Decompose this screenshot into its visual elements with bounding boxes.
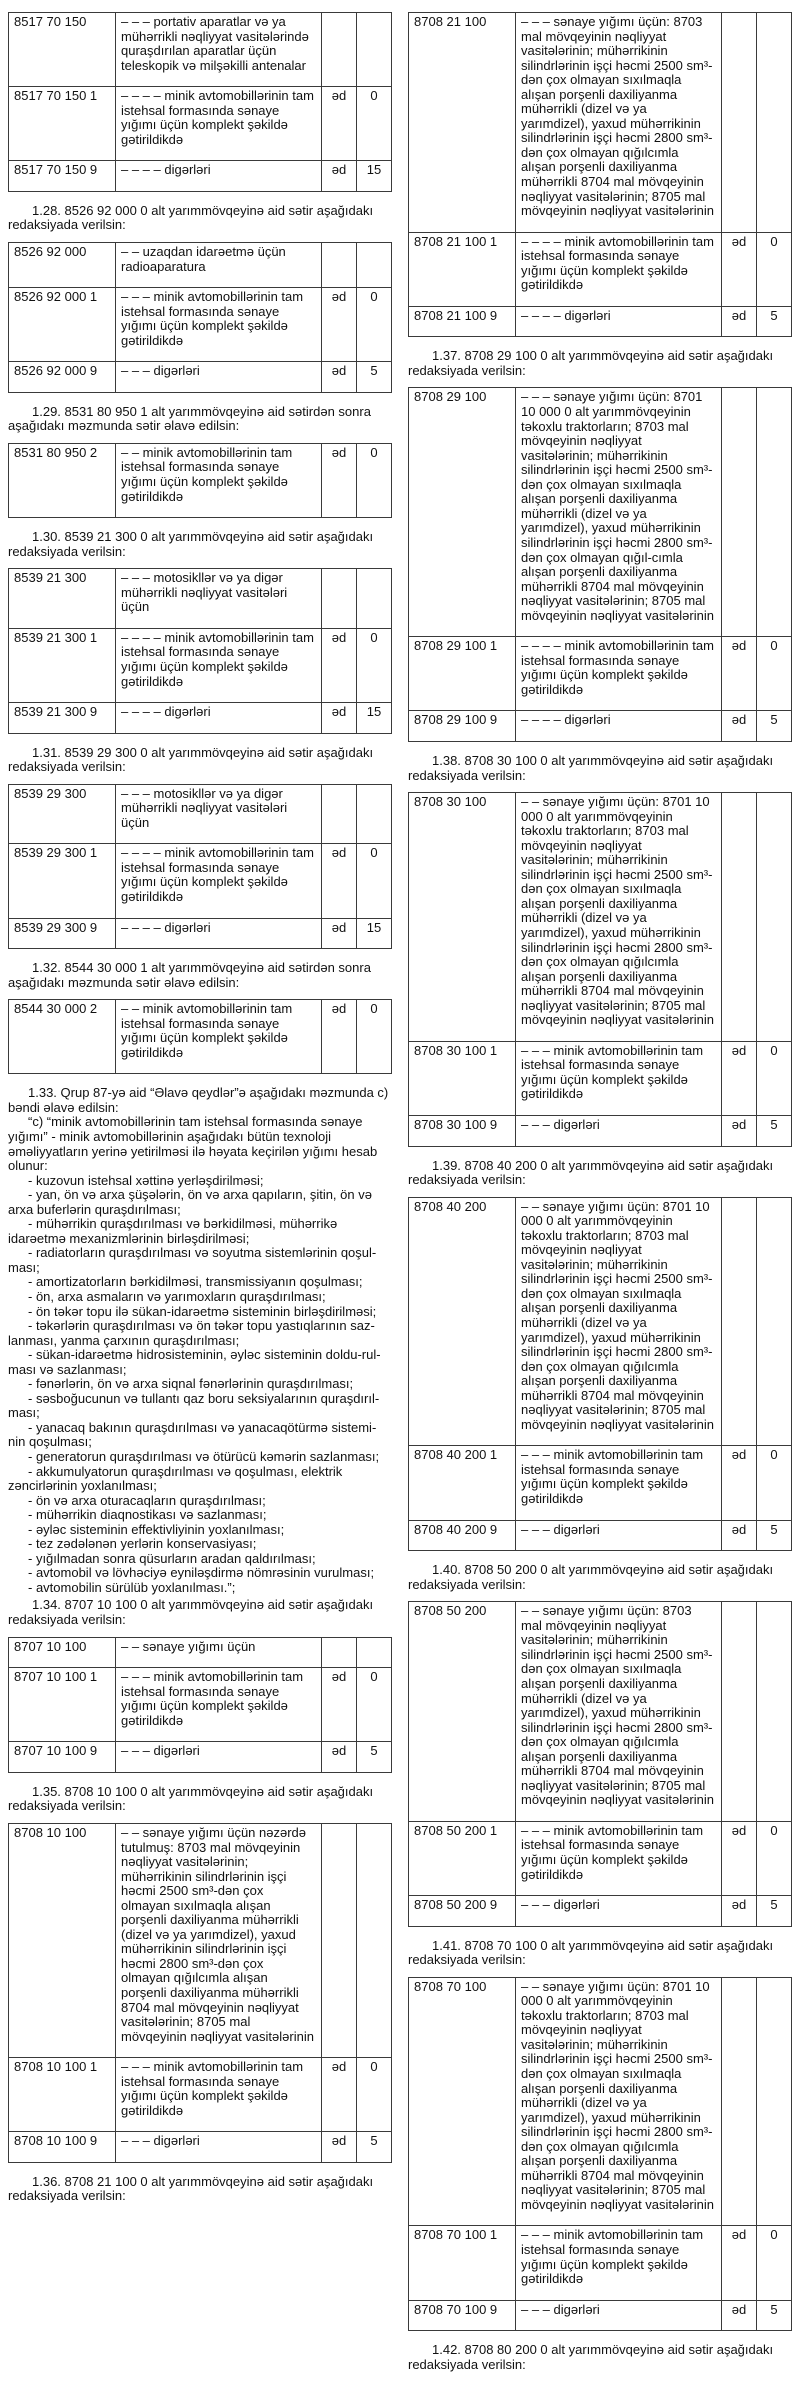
list-item: - mühərrikin quraşdırılması və bərkidilməsi, mühərrikə idarəetmə mexanizmlərinin birləşdirilməsi; bbox=[8, 1216, 338, 1246]
cell-rate bbox=[757, 1602, 792, 1822]
cell-unit: əd bbox=[322, 288, 357, 362]
cell-rate: 0 bbox=[357, 443, 392, 517]
list-item: - sükan-idarəetmə hidrosisteminin, əyləc sisteminin doldu-rul-ması və sazlanması; bbox=[8, 1347, 381, 1377]
cell-desc: – – – minik avtomobillərinin tam istehsal formasında sənaye yığımı üçün komplekt şəkildə gətirildikdə bbox=[116, 288, 322, 362]
table-row bbox=[9, 1668, 392, 1742]
cell-unit: əd bbox=[722, 2300, 757, 2331]
cell-code: 8708 50 200 9 bbox=[409, 1896, 516, 1927]
cell-desc: – – – digərləri bbox=[116, 1742, 322, 1773]
table-row bbox=[409, 306, 792, 337]
list-item: - səsboğucunun və tullantı qaz boru seksiyalarının quraşdırıl-ması; bbox=[8, 1390, 380, 1421]
cell-rate bbox=[357, 243, 392, 288]
cell-rate: 5 bbox=[757, 711, 792, 742]
cell-code: 8544 30 000 2 bbox=[9, 1000, 116, 1074]
cell-rate: 5 bbox=[757, 2300, 792, 2331]
cell-rate: 5 bbox=[757, 1520, 792, 1551]
cell-desc: – – – sənaye yığımı üçün: 8701 10 000 0 alt yarımmövqeyinin təkoxlu traktorların; 8703 mal mövqeyinin nəqliyyat vasitələrinin; mühərrikinin silindrlərinin işçi həcmi 2500 sm³-dən çox olmayan sıxılmaqla alışan porşenli daxiliyanma mühərrikli (dizel və ya yarımdizel), yaxud mühərrikinin silindrlərinin işçi həcmi 2800 sm³-dən çox olmayan qığıl-cımla alışan porşenli daxiliyanma mühərrikli 8704 mal mövqeyinin nəqliyyat vasitələrinin; 8705 mal mövqeyinin nəqliyyat vasitələrinin bbox=[516, 388, 722, 637]
cell-unit: əd bbox=[322, 1668, 357, 1742]
table-row bbox=[9, 2132, 392, 2163]
cell-code: 8517 70 150 9 bbox=[9, 161, 116, 192]
cell-unit: əd bbox=[722, 1520, 757, 1551]
cell-unit bbox=[722, 388, 757, 637]
cell-unit: əd bbox=[722, 232, 757, 306]
cell-rate: 5 bbox=[357, 2132, 392, 2163]
cell-code: 8539 29 300 9 bbox=[9, 918, 116, 949]
cell-rate: 0 bbox=[357, 844, 392, 918]
cell-code: 8708 40 200 9 bbox=[409, 1520, 516, 1551]
cell-rate: 5 bbox=[757, 1116, 792, 1147]
cell-code: 8708 21 100 1 bbox=[409, 232, 516, 306]
list-item: - yan, ön və arxa şüşələrin, ön və arxa qapıların, şitin, ön və arxa buferlərin quraşdırılması; bbox=[8, 1187, 372, 1217]
table-row bbox=[9, 569, 392, 629]
cell-desc: – – – – minik avtomobillərinin tam istehsal formasında sənaye yığımı üçün komplekt şəkildə gətirildikdə bbox=[116, 87, 322, 161]
cell-code: 8708 30 100 9 bbox=[409, 1116, 516, 1147]
cell-code: 8708 10 100 1 bbox=[9, 2058, 116, 2132]
list-item: - amortizatorların bərkidilməsi, transmissiyanın qoşulması; bbox=[28, 1274, 363, 1290]
table-row bbox=[9, 784, 392, 844]
cell-unit bbox=[722, 1197, 757, 1446]
table-row bbox=[9, 1637, 392, 1668]
tariff-table bbox=[8, 12, 392, 192]
cell-desc: – – – digərləri bbox=[516, 1116, 722, 1147]
cell-rate: 0 bbox=[757, 232, 792, 306]
cell-rate: 0 bbox=[757, 1041, 792, 1115]
left-column bbox=[8, 8, 392, 2381]
tariff-table bbox=[408, 12, 792, 337]
tariff-table bbox=[408, 792, 792, 1146]
cell-desc: – – – digərləri bbox=[516, 1896, 722, 1927]
cell-code: 8707 10 100 bbox=[9, 1637, 116, 1668]
cell-code: 8708 30 100 1 bbox=[409, 1041, 516, 1115]
cell-code: 8539 29 300 bbox=[9, 784, 116, 844]
cell-unit bbox=[322, 569, 357, 629]
cell-unit: əd bbox=[322, 844, 357, 918]
cell-rate: 15 bbox=[357, 161, 392, 192]
table-row bbox=[409, 13, 792, 233]
amendment-paragraph: 1.39. 8708 40 200 0 alt yarımmövqeyinə aid sətir aşağıdakı redaksiyada verilsin: bbox=[408, 1157, 774, 1188]
cell-rate: 5 bbox=[757, 1896, 792, 1927]
cell-unit: əd bbox=[722, 2226, 757, 2300]
table-row bbox=[409, 1041, 792, 1115]
table-row bbox=[409, 1821, 792, 1895]
cell-desc: – – – digərləri bbox=[516, 2300, 722, 2331]
cell-rate bbox=[357, 784, 392, 844]
cell-desc: – – – minik avtomobillərinin tam istehsal formasında sənaye yığımı üçün komplekt şəkildə gətirildikdə bbox=[116, 2058, 322, 2132]
cell-code: 8708 70 100 1 bbox=[409, 2226, 516, 2300]
amendment-paragraph: 1.32. 8544 30 000 1 alt yarımmövqeyinə aid sətirdən sonra aşağıdakı məzmunda sətir əlavə edilsin: bbox=[8, 960, 371, 990]
table-row bbox=[9, 628, 392, 702]
cell-desc: – – – – digərləri bbox=[516, 306, 722, 337]
cell-code: 8526 92 000 9 bbox=[9, 362, 116, 393]
tariff-table bbox=[408, 387, 792, 741]
cell-desc: – – – – digərləri bbox=[116, 703, 322, 734]
cell-unit bbox=[722, 13, 757, 233]
list-item: - generatorun quraşdırılması və ötürücü kəmərin sazlanması; bbox=[28, 1449, 380, 1465]
list-item: - tez zədələnən yerlərin konservasiyası; bbox=[28, 1536, 257, 1552]
cell-unit: əd bbox=[322, 703, 357, 734]
cell-desc: – – sənaye yığımı üçün nəzərdə tutulmuş: 8703 mal mövqeyinin nəqliyyat vasitələrinin; mühərrikinin silindrlərinin işçi həcmi 2500 sm³-dən çox olmayan sıxılmaqla alışan porşenli daxiliyanma mühərrikli (dizel və ya yarımdizel), yaxud mühərrikinin silindrlərinin işçi həcmi 2800 sm³-dən çox olmayan qığılcımla alışan porşenli daxiliyanma mühərrikli 8704 mal mövqeyinin nəqliyyat vasitələrinin; 8705 mal mövqeyinin nəqliyyat vasitələrinin bbox=[116, 1823, 322, 2057]
cell-rate: 5 bbox=[357, 362, 392, 393]
table-row bbox=[9, 703, 392, 734]
cell-unit: əd bbox=[722, 711, 757, 742]
cell-rate bbox=[357, 13, 392, 87]
list-item: - mühərrikin diaqnostikası və sazlanması; bbox=[28, 1507, 267, 1523]
cell-desc: – – – – minik avtomobillərinin tam istehsal formasında sənaye yığımı üçün komplekt şəkildə gətirildikdə bbox=[116, 844, 322, 918]
table-row bbox=[9, 2058, 392, 2132]
cell-rate bbox=[357, 569, 392, 629]
amendment-paragraph: 1.42. 8708 80 200 0 alt yarımmövqeyinə aid sətir aşağıdakı redaksiyada verilsin: bbox=[408, 2342, 774, 2372]
table-row bbox=[9, 288, 392, 362]
table-row bbox=[9, 243, 392, 288]
table-row bbox=[409, 2300, 792, 2331]
cell-code: 8708 70 100 9 bbox=[409, 2300, 516, 2331]
amendment-paragraph: 1.28. 8526 92 000 0 alt yarımmövqeyinə aid sətir aşağıdakı redaksiyada verilsin: bbox=[8, 202, 374, 233]
cell-rate bbox=[357, 1637, 392, 1668]
table-row bbox=[9, 1742, 392, 1773]
cell-desc: – – – sənaye yığımı üçün: 8703 mal mövqeyinin nəqliyyat vasitələrinin; mühərrikinin silindrlərinin işçi həcmi 2500 sm³-dən çox olmayan sıxılmaqla alışan porşenli daxiliyanma mühərrikli (dizel və ya yarımdizel), yaxud mühərrikinin silindrlərinin işçi həcmi 2800 sm³-dən çox olmayan qığılcımla alışan porşenli daxiliyanma mühərrikli 8704 mal mövqeyinin nəqliyyat vasitələrinin; 8705 mal mövqeyinin nəqliyyat vasitələrinin bbox=[516, 13, 722, 233]
cell-rate: 0 bbox=[357, 2058, 392, 2132]
cell-rate bbox=[757, 1197, 792, 1446]
table-row bbox=[409, 637, 792, 711]
cell-unit: əd bbox=[722, 1446, 757, 1520]
amendment-paragraph: 1.30. 8539 21 300 0 alt yarımmövqeyinə aid sətir aşağıdakı redaksiyada verilsin: bbox=[8, 529, 374, 559]
cell-unit bbox=[722, 1977, 757, 2226]
cell-rate: 0 bbox=[357, 628, 392, 702]
amendment-paragraph: 1.31. 8539 29 300 0 alt yarımmövqeyinə aid sətir aşağıdakı redaksiyada verilsin: bbox=[8, 744, 374, 775]
table-row bbox=[409, 388, 792, 637]
cell-unit bbox=[322, 1823, 357, 2057]
cell-code: 8517 70 150 bbox=[9, 13, 116, 87]
cell-unit: əd bbox=[322, 1000, 357, 1074]
table-row bbox=[9, 443, 392, 517]
cell-unit bbox=[722, 1602, 757, 1822]
cell-unit: əd bbox=[322, 2132, 357, 2163]
table-row bbox=[9, 1823, 392, 2057]
cell-rate: 0 bbox=[757, 2226, 792, 2300]
cell-unit: əd bbox=[722, 306, 757, 337]
cell-unit: əd bbox=[322, 161, 357, 192]
cell-desc: – – – minik avtomobillərinin tam istehsal formasında sənaye yığımı üçün komplekt şəkildə gətirildikdə bbox=[516, 1041, 722, 1115]
cell-desc: – – – – minik avtomobillərinin tam istehsal formasında sənaye yığımı üçün komplekt şəkildə gətirildikdə bbox=[516, 232, 722, 306]
table-row bbox=[9, 161, 392, 192]
cell-code: 8708 70 100 bbox=[409, 1977, 516, 2226]
amendment-paragraph: 1.37. 8708 29 100 0 alt yarımmövqeyinə aid sətir aşağıdakı redaksiyada verilsin: bbox=[408, 348, 774, 378]
cell-desc: – – minik avtomobillərinin tam istehsal formasında sənaye yığımı üçün komplekt şəkildə gətirildikdə bbox=[116, 443, 322, 517]
list-item: - ön və arxa oturacaqların quraşdırılması; bbox=[28, 1492, 266, 1508]
cell-desc: – – – minik avtomobillərinin tam istehsal formasında sənaye yığımı üçün komplekt şəkildə gətirildikdə bbox=[516, 1821, 722, 1895]
cell-code: 8539 21 300 1 bbox=[9, 628, 116, 702]
cell-code: 8708 29 100 9 bbox=[409, 711, 516, 742]
list-item: - təkərlərin quraşdırılması və ön təkər topu yastıqlarının saz-lanması, yanma çarxının quraşdırılması; bbox=[8, 1318, 375, 1348]
amendment-paragraph: 1.38. 8708 30 100 0 alt yarımmövqeyinə aid sətir aşağıdakı redaksiyada verilsin: bbox=[408, 752, 774, 783]
amendment-paragraph: 1.34. 8707 10 100 0 alt yarımmövqeyinə aid sətir aşağıdakı redaksiyada verilsin: bbox=[8, 1597, 374, 1628]
cell-unit: əd bbox=[722, 1896, 757, 1927]
cell-rate: 5 bbox=[757, 306, 792, 337]
table-row bbox=[409, 1977, 792, 2226]
list-item: - radiatorların quraşdırılması və soyutma sistemlərinin qoşul-ması; bbox=[8, 1245, 377, 1275]
cell-code: 8539 29 300 1 bbox=[9, 844, 116, 918]
cell-rate: 0 bbox=[357, 288, 392, 362]
cell-desc: – – – – minik avtomobillərinin tam istehsal formasında sənaye yığımı üçün komplekt şəkildə gətirildikdə bbox=[116, 628, 322, 702]
cell-rate: 0 bbox=[757, 1821, 792, 1895]
cell-unit: əd bbox=[322, 443, 357, 517]
cell-code: 8708 10 100 bbox=[9, 1823, 116, 2057]
table-row bbox=[409, 793, 792, 1042]
table-row bbox=[409, 1520, 792, 1551]
cell-unit bbox=[322, 13, 357, 87]
cell-code: 8517 70 150 1 bbox=[9, 87, 116, 161]
tariff-table bbox=[8, 443, 392, 518]
table-row bbox=[9, 918, 392, 949]
cell-desc: – – – minik avtomobillərinin tam istehsal formasında sənaye yığımı üçün komplekt şəkildə gətirildikdə bbox=[116, 1668, 322, 1742]
cell-code: 8708 40 200 1 bbox=[409, 1446, 516, 1520]
cell-desc: – – sənaye yığımı üçün bbox=[116, 1637, 322, 1668]
cell-code: 8708 50 200 bbox=[409, 1602, 516, 1822]
cell-unit: əd bbox=[322, 918, 357, 949]
table-row bbox=[409, 1446, 792, 1520]
table-row bbox=[409, 1602, 792, 1822]
table-row bbox=[409, 1116, 792, 1147]
cell-unit: əd bbox=[322, 1742, 357, 1773]
cell-desc: – – – – digərləri bbox=[116, 161, 322, 192]
cell-unit bbox=[322, 1637, 357, 1668]
cell-desc: – – – – digərləri bbox=[116, 918, 322, 949]
cell-rate bbox=[357, 1823, 392, 2057]
cell-unit bbox=[722, 793, 757, 1042]
amendment-paragraph: 1.40. 8708 50 200 0 alt yarımmövqeyinə aid sətir aşağıdakı redaksiyada verilsin: bbox=[408, 1562, 774, 1592]
table-row bbox=[9, 844, 392, 918]
list-item: - avtomobil və lövhəciyə eyniləşdirmə nömrəsinin vurulması; bbox=[28, 1565, 375, 1581]
cell-rate bbox=[757, 388, 792, 637]
cell-rate: 15 bbox=[357, 703, 392, 734]
cell-unit bbox=[322, 784, 357, 844]
cell-desc: – – – digərləri bbox=[116, 362, 322, 393]
cell-unit bbox=[322, 243, 357, 288]
tariff-table bbox=[8, 1637, 392, 1773]
cell-code: 8708 50 200 1 bbox=[409, 1821, 516, 1895]
cell-desc: – – – – digərləri bbox=[516, 711, 722, 742]
table-row bbox=[9, 13, 392, 87]
table-row bbox=[9, 362, 392, 393]
cell-unit: əd bbox=[722, 1821, 757, 1895]
cell-unit: əd bbox=[722, 637, 757, 711]
cell-code: 8526 92 000 bbox=[9, 243, 116, 288]
tariff-table bbox=[8, 568, 392, 733]
list-item: - akkumulyatorun quraşdırılması və qoşulması, elektrik zəncirlərinin yoxlanılması; bbox=[8, 1463, 343, 1494]
cell-code: 8708 30 100 bbox=[409, 793, 516, 1042]
cell-unit: əd bbox=[322, 87, 357, 161]
cell-rate bbox=[757, 13, 792, 233]
table-row bbox=[409, 232, 792, 306]
right-column bbox=[408, 8, 792, 2381]
list-item: - yığılmadan sonra qüsurların aradan qaldırılması; bbox=[28, 1550, 316, 1566]
table-row bbox=[9, 1000, 392, 1074]
list-item: - avtomobilin sürülüb yoxlanılması.”; bbox=[28, 1579, 236, 1595]
cell-rate bbox=[757, 1977, 792, 2226]
cell-desc: – – sənaye yığımı üçün: 8701 10 000 0 alt yarımmövqeyinin təkoxlu traktorların; 8703 mal mövqeyinin nəqliyyat vasitələrinin; mühərrikinin silindrlərinin işçi həcmi 2500 sm³-dən çox olmayan sıxılmaqla alışan porşenli daxiliyanma mühərrikli (dizel və ya yarımdizel), yaxud mühərrikinin silindrlərinin işçi həcmi 2800 sm³-dən çox olmayan qığılcımla alışan porşenli daxiliyanma mühərrikli 8704 mal mövqeyinin nəqliyyat vasitələrinin; 8705 mal mövqeyinin nəqliyyat vasitələrinin bbox=[516, 793, 722, 1042]
amendment-paragraph: 1.41. 8708 70 100 0 alt yarımmövqeyinə aid sətir aşağıdakı redaksiyada verilsin: bbox=[408, 1937, 774, 1968]
cell-desc: – – – digərləri bbox=[116, 2132, 322, 2163]
table-row bbox=[409, 1896, 792, 1927]
cell-code: 8708 21 100 9 bbox=[409, 306, 516, 337]
cell-code: 8708 40 200 bbox=[409, 1197, 516, 1446]
amendment-paragraph: 1.36. 8708 21 100 0 alt yarımmövqeyinə aid sətir aşağıdakı redaksiyada verilsin: bbox=[8, 2173, 374, 2204]
table-row bbox=[409, 711, 792, 742]
cell-desc: – – – digərləri bbox=[516, 1520, 722, 1551]
cell-unit: əd bbox=[322, 362, 357, 393]
cell-desc: – – – minik avtomobillərinin tam istehsal formasında sənaye yığımı üçün komplekt şəkildə gətirildikdə bbox=[516, 1446, 722, 1520]
cell-desc: – – – portativ aparatlar və ya mühərrikli nəqliyyat vasitələrində quraşdırılan aparatlar üçün teleskopik və milşəkilli antenalar bbox=[116, 13, 322, 87]
list-item: - yanacaq bakının quraşdırılması və yanacaqötürmə sistemi-nin qoşulması; bbox=[8, 1419, 377, 1450]
cell-rate: 15 bbox=[357, 918, 392, 949]
amendment-paragraph: 1.29. 8531 80 950 1 alt yarımmövqeyinə aid sətirdən sonra aşağıdakı məzmunda sətir əlavə edilsin: bbox=[8, 403, 371, 434]
cell-desc: – – sənaye yığımı üçün: 8701 10 000 0 alt yarımmövqeyinin təkoxlu traktorların; 8703 mal mövqeyinin nəqliyyat vasitələrinin; mühərrikinin silindrlərinin işçi həcmi 2500 sm³-dən çox olmayan sıxılmaqla alışan porşenli daxiliyanma mühərrikli (dizel və ya yarımdizel), yaxud mühərrikinin silindrlərinin işçi həcmi 2800 sm³-dən çox olmayan qığılcımla alışan porşenli daxiliyanma mühərrikli 8704 mal mövqeyinin nəqliyyat vasitələrinin; 8705 mal mövqeyinin nəqliyyat vasitələrinin bbox=[516, 1197, 722, 1446]
cell-code: 8708 21 100 bbox=[409, 13, 516, 233]
cell-desc: – – minik avtomobillərinin tam istehsal formasında sənaye yığımı üçün komplekt şəkildə gətirildikdə bbox=[116, 1000, 322, 1074]
tariff-table bbox=[8, 999, 392, 1074]
body-text: 1.33. Qrup 87-yə aid “Əlavə qeydlər”ə aşağıdakı məzmunda c) bəndi əlavə edilsin: bbox=[8, 1085, 389, 1115]
list-item: - kuzovun istehsal xəttinə yerləşdirilməsi; bbox=[28, 1172, 264, 1188]
cell-rate: 5 bbox=[357, 1742, 392, 1773]
cell-rate: 0 bbox=[757, 637, 792, 711]
cell-desc: – – – motosikllər və ya digər mühərrikli nəqliyyat vasitələri üçün bbox=[116, 569, 322, 629]
tariff-table bbox=[8, 242, 392, 393]
tariff-table bbox=[408, 1197, 792, 1551]
list-item: - əyləc sisteminin effektivliyinin yoxlanılması; bbox=[28, 1521, 285, 1537]
tariff-table bbox=[408, 1977, 792, 2331]
table-row bbox=[9, 87, 392, 161]
cell-rate: 0 bbox=[357, 87, 392, 161]
cell-rate: 0 bbox=[757, 1446, 792, 1520]
table-row bbox=[409, 1197, 792, 1446]
tariff-table bbox=[408, 1601, 792, 1926]
cell-unit: əd bbox=[722, 1116, 757, 1147]
cell-rate bbox=[757, 793, 792, 1042]
list-item: - ön, arxa asmaların və yarımoxların quraşdırılması; bbox=[28, 1289, 326, 1304]
cell-code: 8708 29 100 1 bbox=[409, 637, 516, 711]
tariff-table bbox=[8, 1823, 392, 2163]
cell-rate: 0 bbox=[357, 1668, 392, 1742]
tariff-table bbox=[8, 784, 392, 949]
cell-unit: əd bbox=[322, 2058, 357, 2132]
cell-desc: – – – minik avtomobillərinin tam istehsal formasında sənaye yığımı üçün komplekt şəkildə gətirildikdə bbox=[516, 2226, 722, 2300]
cell-code: 8539 21 300 bbox=[9, 569, 116, 629]
table-row bbox=[409, 2226, 792, 2300]
body-text: “c) “minik avtomobillərinin tam istehsal formasında sənaye yığımı” - minik avtomobillərinin aşağıdakı bütün texnoloji əməliyyatların yerinə yetirilməsi ilə həyata keçirilən yığımı hesab olunur: bbox=[8, 1114, 378, 1174]
amendment-paragraph: 1.35. 8708 10 100 0 alt yarımmövqeyinə aid sətir aşağıdakı redaksiyada verilsin: bbox=[8, 1783, 374, 1814]
cell-code: 8539 21 300 9 bbox=[9, 703, 116, 734]
cell-rate: 0 bbox=[357, 1000, 392, 1074]
cell-code: 8707 10 100 9 bbox=[9, 1742, 116, 1773]
list-item: - ön təkər topu ilə sükan-idarəetmə sisteminin birləşdirilməsi; bbox=[28, 1303, 377, 1319]
cell-unit: əd bbox=[322, 628, 357, 702]
cell-desc: – – uzaqdan idarəetmə üçün radioaparatura bbox=[116, 243, 322, 288]
cell-desc: – – sənaye yığımı üçün: 8701 10 000 0 alt yarımmövqeyinin təkoxlu traktorların; 8703 mal mövqeyinin nəqliyyat vasitələrinin; mühərrikinin silindrlərinin işçi həcmi 2500 sm³-dən çox olmayan sıxılmaqla alışan porşenli daxiliyanma mühərrikli (dizel və ya yarımdizel), yaxud mühərrikinin silindrlərinin işçi həcmi 2800 sm³-dən çox olmayan qığılcımla alışan porşenli daxiliyanma mühərrikli 8704 mal mövqeyinin nəqliyyat vasitələrinin; 8705 mal mövqeyinin nəqliyyat vasitələrinin bbox=[516, 1977, 722, 2226]
cell-unit: əd bbox=[722, 1041, 757, 1115]
cell-desc: – – sənaye yığımı üçün: 8703 mal mövqeyinin nəqliyyat vasitələrinin; mühərrikinin silindrlərinin işçi həcmi 2500 sm³-dən çox olmayan sıxılmaqla alışan porşenli daxiliyanma mühərrikli (dizel və ya yarımdizel), yaxud mühərrikinin silindrlərinin işçi həcmi 2800 sm³-dən çox olmayan qığılcımla alışan porşenli daxiliyanma mühərrikli 8704 mal mövqeyinin nəqliyyat vasitələrinin; 8705 mal mövqeyinin nəqliyyat vasitələrinin bbox=[516, 1602, 722, 1822]
cell-code: 8707 10 100 1 bbox=[9, 1668, 116, 1742]
cell-code: 8526 92 000 1 bbox=[9, 288, 116, 362]
cell-desc: – – – motosikllər və ya digər mühərrikli nəqliyyat vasitələri üçün bbox=[116, 784, 322, 844]
cell-code: 8708 10 100 9 bbox=[9, 2132, 116, 2163]
cell-code: 8531 80 950 2 bbox=[9, 443, 116, 517]
list-item: - fənərlərin, ön və arxa siqnal fənərlərinin quraşdırılması; bbox=[28, 1376, 354, 1392]
cell-desc: – – – – minik avtomobillərinin tam istehsal formasında sənaye yığımı üçün komplekt şəkildə gətirildikdə bbox=[516, 637, 722, 711]
cell-code: 8708 29 100 bbox=[409, 388, 516, 637]
